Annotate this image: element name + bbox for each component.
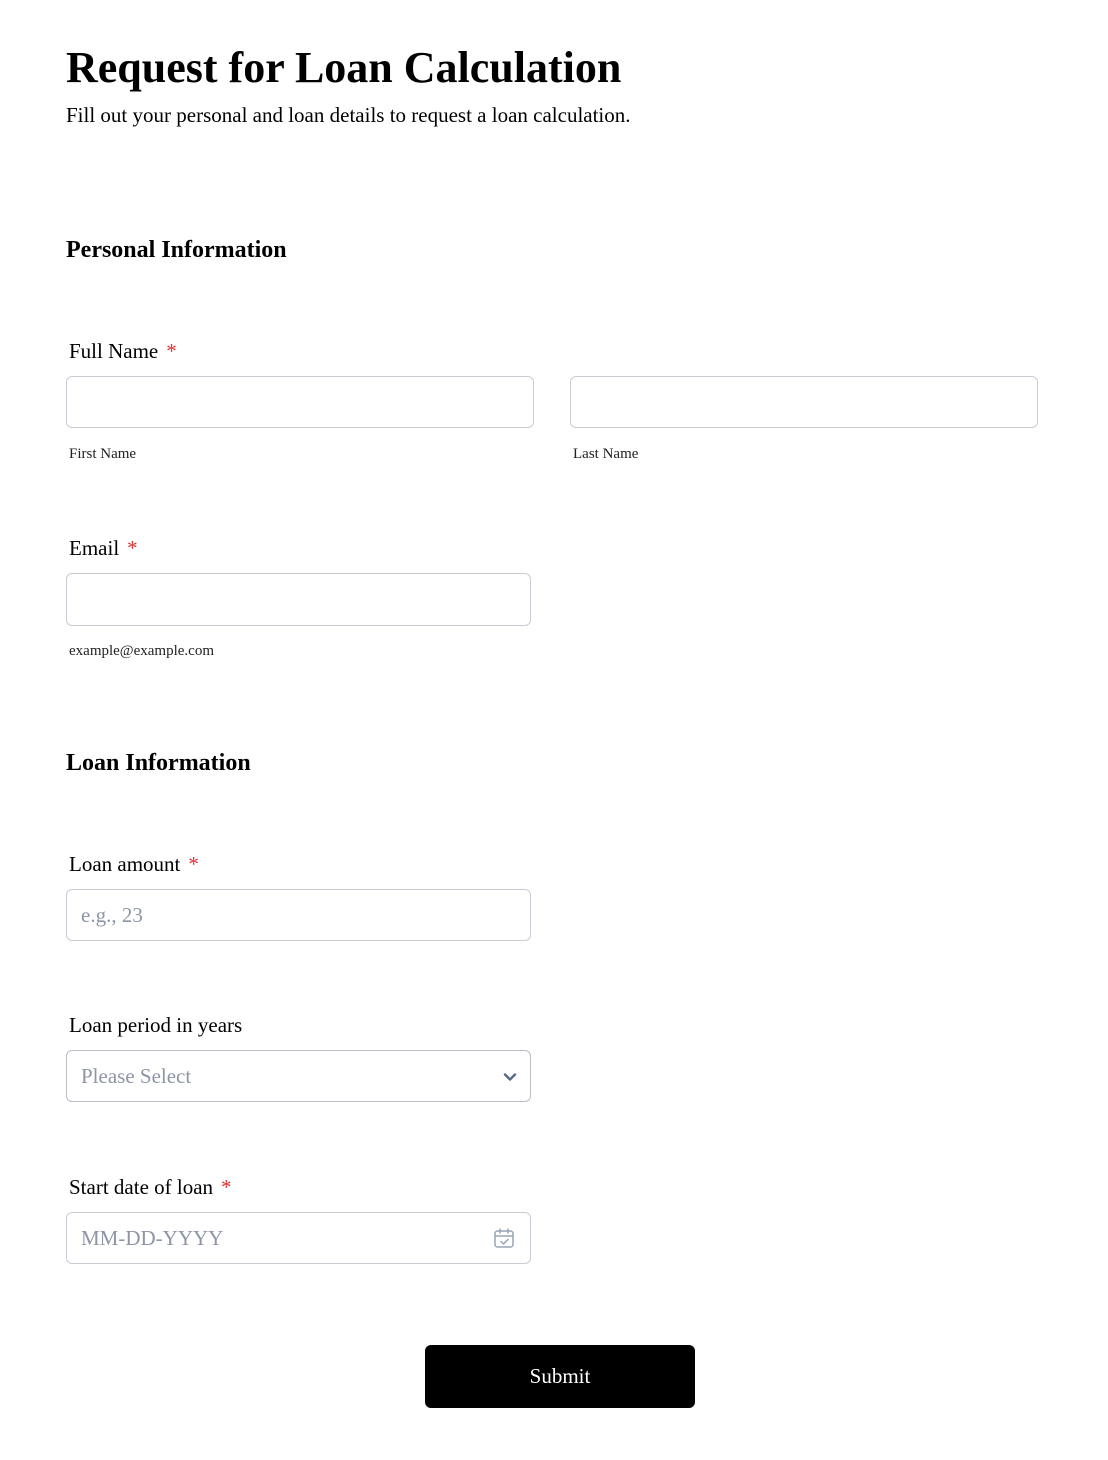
email-label-text: Email	[69, 536, 120, 560]
start-date-input[interactable]	[66, 1212, 531, 1264]
calendar-icon[interactable]	[493, 1227, 515, 1249]
section-heading-loan: Loan Information	[66, 750, 251, 776]
email-input[interactable]	[66, 573, 531, 626]
full-name-label-text: Full Name	[69, 339, 159, 363]
required-mark: *	[127, 536, 138, 560]
chevron-down-icon[interactable]	[502, 1069, 518, 1085]
loan-amount-input[interactable]	[66, 889, 531, 941]
start-date-placeholder: MM-DD-YYYY	[81, 1226, 224, 1250]
email-label	[69, 534, 138, 562]
loan-amount-label-text: Loan amount	[69, 852, 181, 876]
last-name-input[interactable]	[570, 376, 1038, 428]
email-sublabel: example@example.com	[69, 643, 215, 659]
loan-amount-label	[69, 850, 199, 878]
start-date-label-text: Start date of loan	[69, 1175, 214, 1199]
loan-period-selected: Please Select	[81, 1064, 192, 1088]
first-name-sublabel: First Name	[69, 446, 137, 462]
first-name-input[interactable]	[66, 376, 534, 428]
start-date-label	[69, 1173, 232, 1201]
submit-button[interactable]: Submit	[425, 1345, 695, 1408]
loan-period-label-text: Loan period in years	[69, 1013, 243, 1037]
last-name-sublabel: Last Name	[573, 446, 639, 462]
loan-amount-placeholder: e.g., 23	[81, 903, 143, 927]
loan-period-label	[69, 1011, 242, 1039]
required-mark: *	[188, 852, 199, 876]
section-heading-personal: Personal Information	[66, 237, 287, 263]
page-subtitle: Fill out your personal and loan details to request a loan calculation.	[66, 103, 631, 127]
page-title: Request for Loan Calculation	[66, 43, 622, 92]
required-mark: *	[166, 339, 177, 363]
full-name-label	[69, 337, 177, 365]
loan-period-select[interactable]	[66, 1050, 531, 1102]
required-mark: *	[221, 1175, 232, 1199]
